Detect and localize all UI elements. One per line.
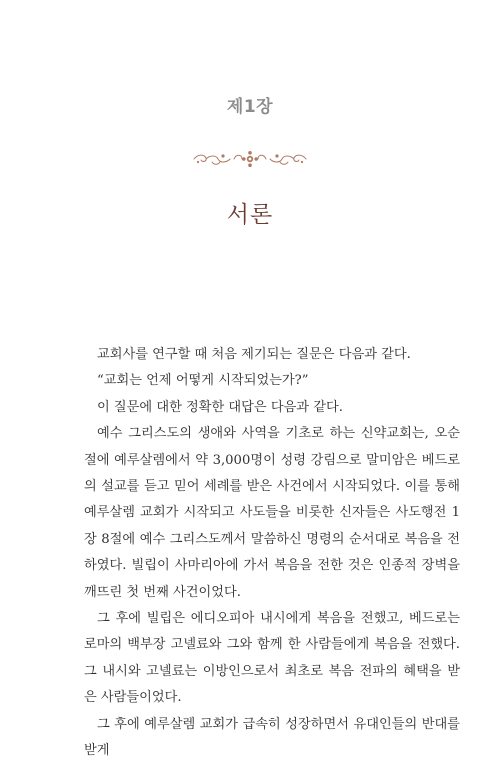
paragraph: 예수 그리스도의 생애와 사역을 기초로 하는 신약교회는, 오순절에 예루살렘에서 약 3,000명이 성령 강림으로 말미암은 베드로의 설교를 듣고 믿어 세례를 받은 사건에서 시작되었다. 이를 통해 예루살렘 교회가 시작되고 사도들을 비롯한 신자들은 사도행전 1장 8절에 예수 그리스도께서 말씀하신 명령의 순서대로 복음을 전하였다. 빌립이 사마리아에 가서 복음을 전한 것은 인종적 장벽을 깨뜨린 첫 번째 사건이었다. bbox=[84, 426, 460, 600]
floral-divider-icon bbox=[190, 146, 310, 172]
paragraph: 그 후에 예루살렘 교회가 급속히 성장하면서 유대인들의 반대를 받게 bbox=[84, 716, 460, 759]
body-text bbox=[84, 342, 460, 765]
paragraph: “교회는 언제 어떻게 시작되었는가?” bbox=[97, 373, 309, 389]
paragraph: 교회사를 연구할 때 처음 제기되는 질문은 다음과 같다. bbox=[97, 347, 411, 362]
paragraph: 그 후에 빌립은 에디오피아 내시에게 복음을 전했고, 베드로는 로마의 백부장 고넬료와 그와 함께 한 사람들에게 복음을 전했다. 그 내시와 고넬료는 이방인으로서 최초로 복음 전파의 혜택을 받은 사람들이었다. bbox=[84, 611, 460, 706]
chapter-label: 제1장 bbox=[226, 97, 274, 117]
chapter-title: 서론 bbox=[226, 202, 274, 228]
paragraph: 이 질문에 대한 정확한 대답은 다음과 같다. bbox=[97, 399, 343, 415]
